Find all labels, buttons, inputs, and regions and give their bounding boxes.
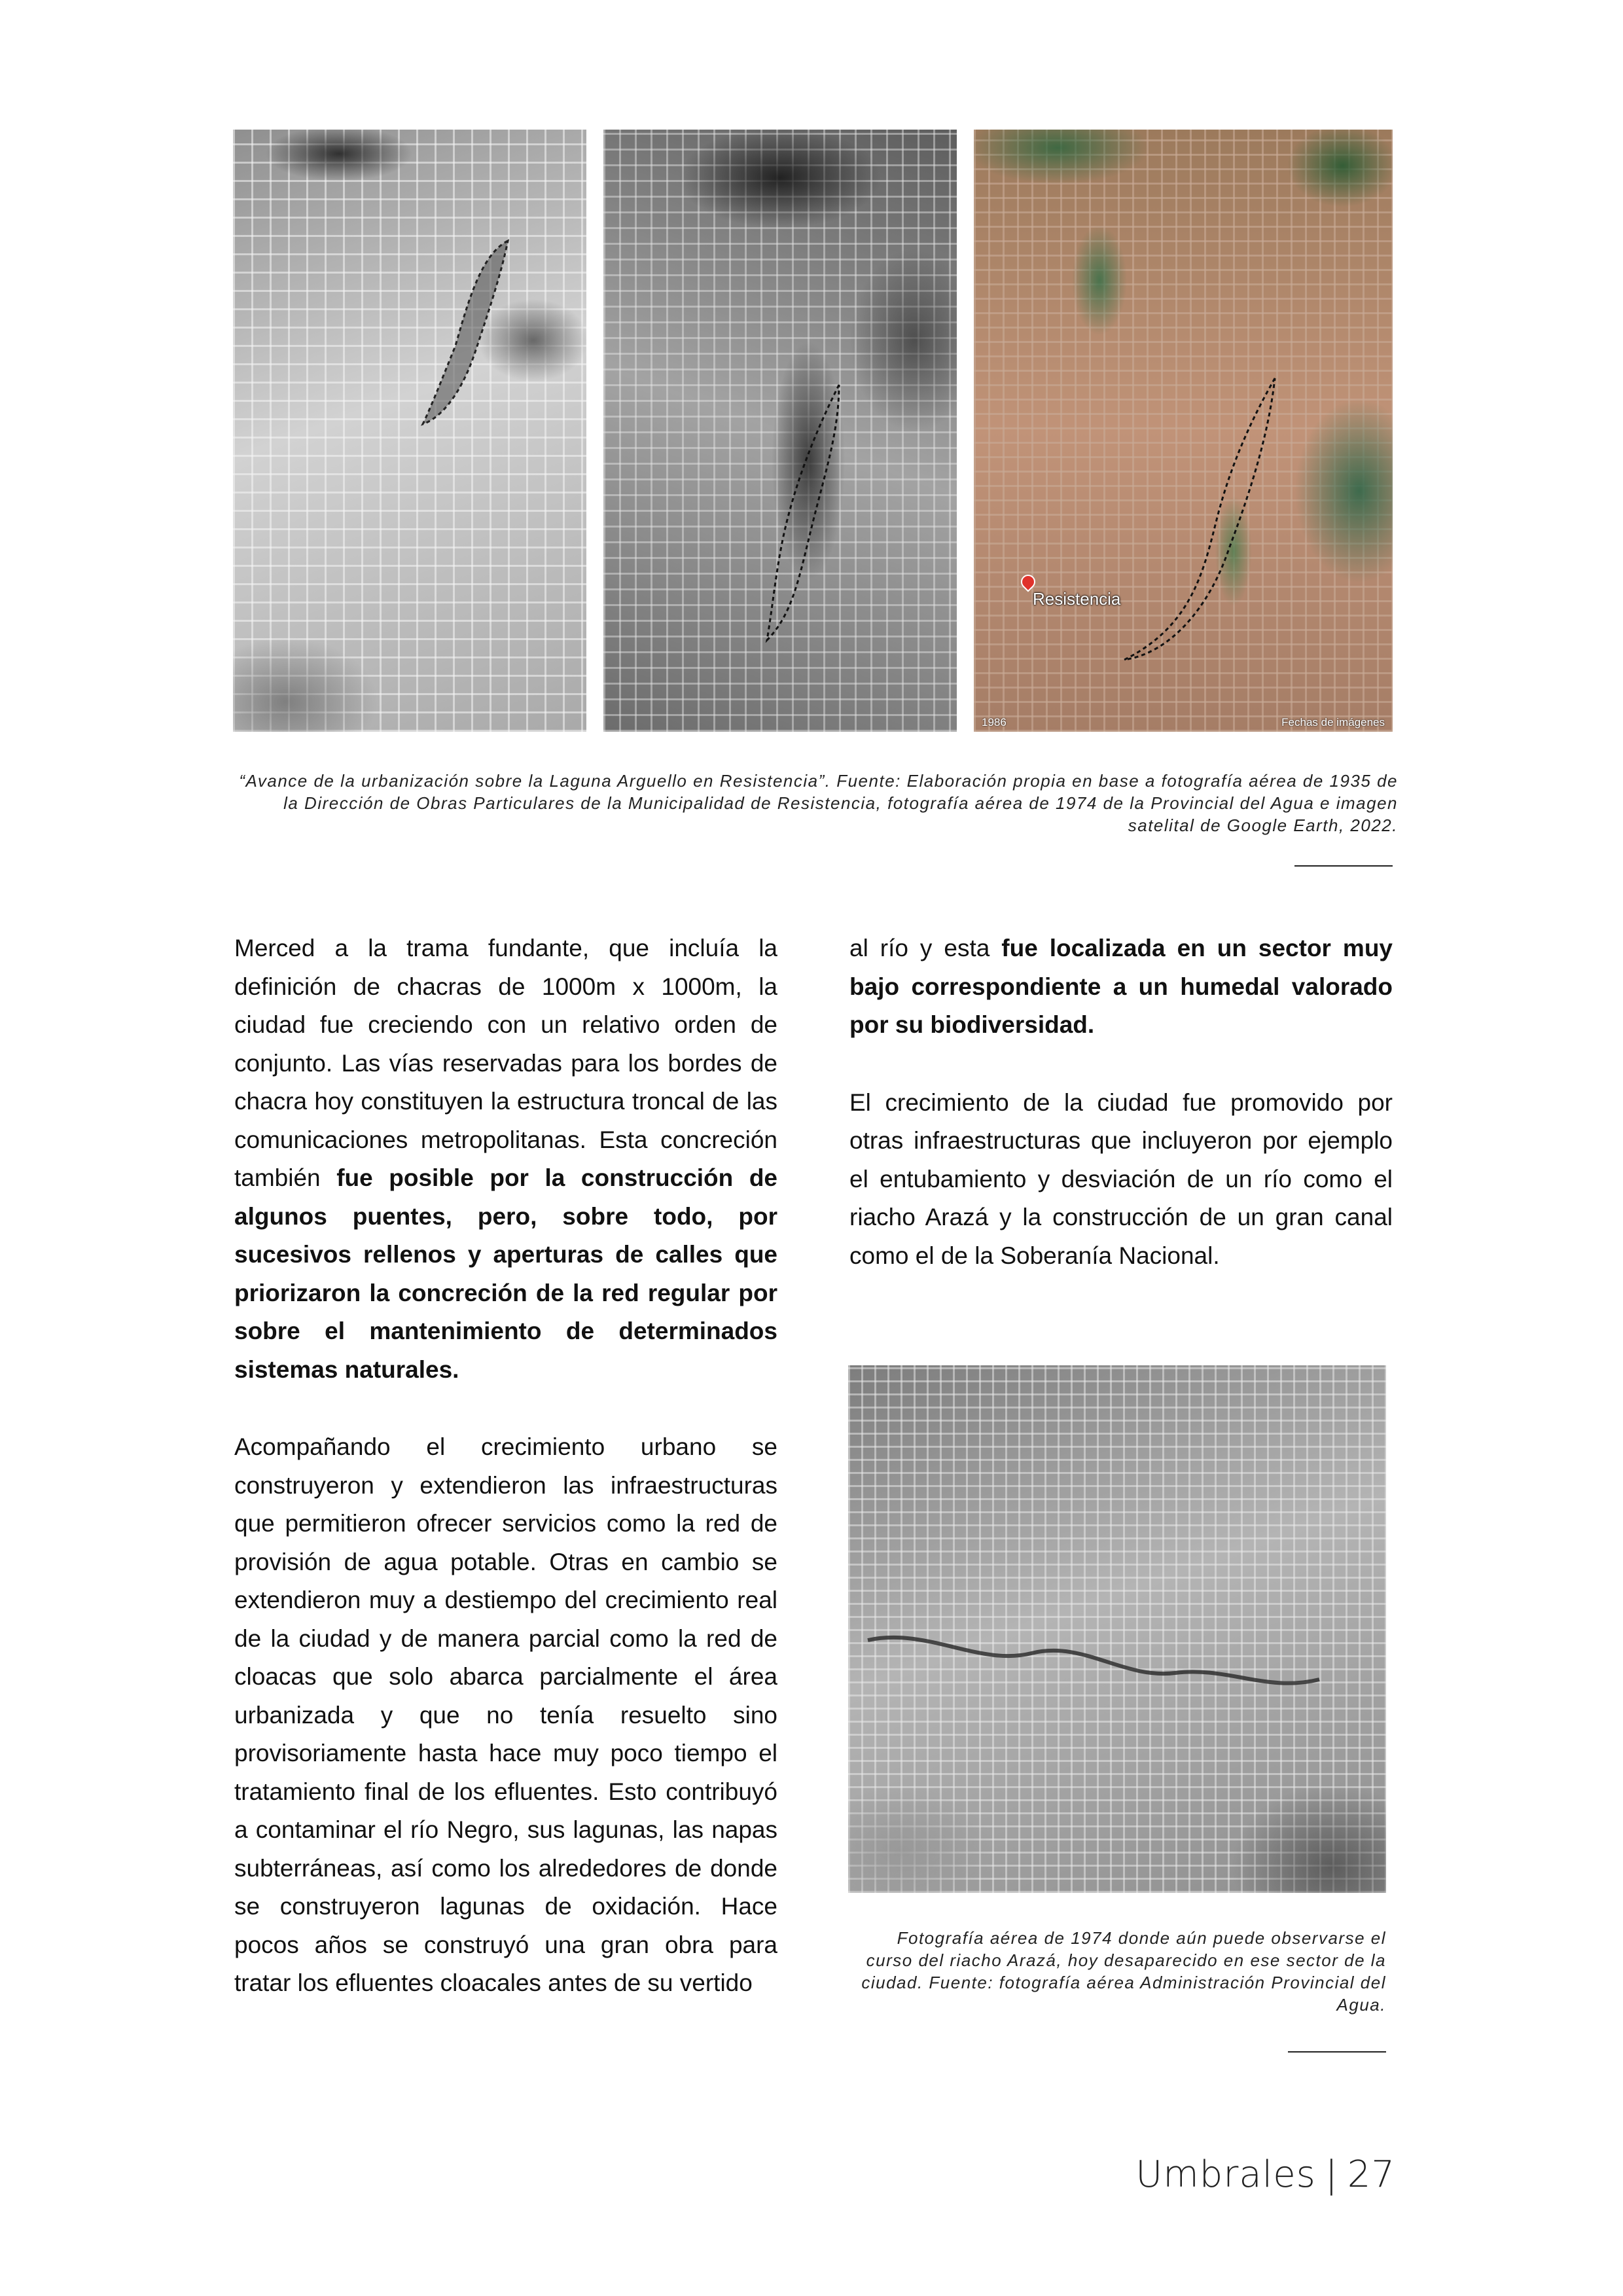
left-text-column: [234, 929, 777, 2003]
aerial-photo-1974-riacho-araza: [848, 1365, 1386, 1893]
right-paragraph-1-text: al río y esta: [849, 935, 1002, 961]
right-paragraph-1-emphasis: fue localizada en un sector muy bajo correspondiente a un humedal valorado por su biodiversidad.: [849, 935, 1393, 1038]
left-paragraph-1: [234, 929, 777, 1389]
bottom-figure-caption: Fotografía aérea de 1974 donde aún puede observarse el curso del riacho Arazá, hoy desaparecido en ese sector de la ciudad. Fuente: fotografía aérea Administración Provincial del Agua.: [861, 1928, 1386, 2015]
satellite-place-label: Resistencia: [1033, 589, 1121, 609]
satellite-image-2022: [974, 130, 1393, 732]
aerial-photo-1935: [233, 130, 586, 732]
right-paragraph-1: [849, 929, 1393, 1045]
left-paragraph-2: Acompañando el crecimiento urbano se construyeron y extendieron las infraestructuras que permitieron ofrecer servicios como la red de provisión de agua potable. Otras en cambio se extendieron muy a destiempo del crecimiento real de la ciudad y de manera parcial como la red de cloacas que solo abarca parcialmente el área urbanizada y que no tenía resuelto sino provisoriamente hasta hace muy poco tiempo el tratamiento final de los efluentes. Esto contribuyó a contaminar el río Negro, sus lagunas, las napas subterráneas, así como los alrededores de donde se construyeron lagunas de oxidación. Hace pocos años se construyó una gran obra para tratar los efluentes cloacales antes de su vertido: [234, 1433, 777, 1996]
bottom-caption-rule: [1288, 2051, 1386, 2053]
riacho-course: [848, 1365, 1386, 1893]
footer-separator: |: [1325, 2153, 1338, 2196]
lagoon-outline-2022: [974, 130, 1393, 732]
lagoon-outline-1935: [233, 130, 586, 732]
page-footer: [1135, 2153, 1395, 2196]
lagoon-outline-1974: [603, 130, 957, 732]
right-paragraph-2: El crecimiento de la ciudad fue promovido por otras infraestructuras que incluyeron por ejemplo el entubamiento y desviación de un río como el riacho Arazá y la construcción de un gran canal como el de la Soberanía Nacional.: [849, 1088, 1393, 1269]
journal-name: Umbrales: [1135, 2153, 1316, 2196]
left-paragraph-1-emphasis: fue posible por la construcción de algunos puentes, pero, sobre todo, por sucesivos rellenos y aperturas de calles que priorizaron la concreción de la red regular por sobre el mantenimiento de determinados sistemas naturales.: [234, 1164, 777, 1383]
satellite-dates-note: Fechas de imágenes: [1281, 716, 1385, 728]
aerial-photo-1974: [603, 130, 957, 732]
left-paragraph-1-text: Merced a la trama fundante, que incluía la definición de chacras de 1000m x 1000m, la ciudad fue creciendo con un relativo orden de conjunto. Las vías reservadas para los bordes de chacra hoy constituyen la estructura troncal de las comunicaciones metropolitanas. Esta concreción también: [234, 935, 777, 1191]
right-text-column: [849, 929, 1393, 1275]
page-number: 27: [1347, 2153, 1395, 2196]
top-caption-rule: [1294, 865, 1393, 867]
top-figure-caption: “Avance de la urbanización sobre la Laguna Arguello en Resistencia”. Fuente: Elaboración propia en base a fotografía aérea de 1935 de la Dirección de Obras Particulares de la Municipalidad de Resistencia, fotografía aérea de 1974 de la Provincial del Agua e imagen satelital de Google Earth, 2022.: [239, 771, 1398, 835]
satellite-year-tag: 1986: [982, 716, 1007, 728]
